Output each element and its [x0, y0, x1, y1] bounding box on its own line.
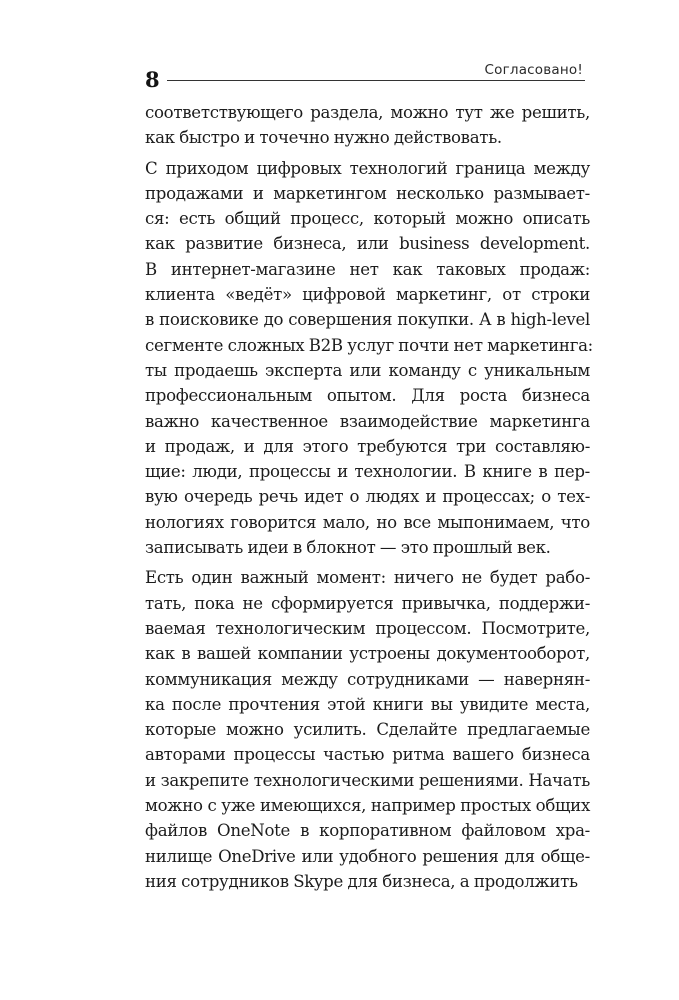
page-number: 8	[145, 67, 160, 92]
text-line: ваемая технологическим процессом. Посмотрите,	[145, 618, 590, 638]
text-line: соответствующего раздела, можно тут же решить,	[145, 103, 590, 122]
text-line: нилище OneDrive или удобного решения для обще-	[145, 846, 590, 866]
text-line: нологиях говорится мало, но все мыпонимаем, что	[145, 512, 590, 532]
text-line: клиента «ведёт» цифровой маркетинг, от строки	[145, 285, 590, 305]
text-line: в поисковике до совершения покупки. А в high-level	[145, 310, 590, 330]
text-line: файлов OneNote в корпоративном файловом хра-	[145, 821, 590, 841]
text-line: и закрепите технологическими решениями. Начать	[145, 770, 590, 790]
text-line: ты продаешь эксперта или команду с уникальным	[145, 360, 590, 380]
paragraph-2	[145, 156, 593, 561]
text-line: профессиональным опытом. Для роста бизнеса	[145, 386, 590, 406]
text-line: как быстро и точечно нужно действовать.	[145, 128, 502, 148]
text-line: записывать идеи в блокнот — это прошлый век.	[145, 538, 551, 558]
text-line: коммуникация между сотрудниками — навернян-	[145, 669, 590, 689]
text-line: авторами процессы частью ритма вашего бизнеса	[145, 745, 590, 765]
text-line: как в вашей компании устроены документооборот,	[145, 644, 590, 664]
text-line: В интернет-магазине нет как таковых продаж:	[145, 259, 590, 279]
text-line: важно качественное взаимодействие маркетинга	[145, 411, 590, 431]
text-line: ка после прочтения этой книги вы увидите места,	[145, 694, 590, 714]
body-text	[145, 100, 593, 894]
text-line: тать, пока не сформируется привычка, поддержи-	[145, 593, 590, 613]
text-line: ся: есть общий процесс, который можно описать	[145, 209, 590, 229]
text-line: которые можно усилить. Сделайте предлагаемые	[145, 720, 590, 740]
text-line: вую очередь речь идет о людях и процессах; о тех-	[145, 487, 590, 507]
paragraph-1	[145, 100, 590, 151]
paragraph-3	[145, 565, 590, 894]
running-head: Согласовано!	[484, 62, 583, 78]
header-rule	[167, 80, 585, 81]
text-line: Есть один важный момент: ничего не будет рабо-	[145, 568, 590, 588]
text-line: ния сотрудников Skype для бизнеса, а продолжить	[145, 871, 578, 891]
text-line: сегменте сложных B2B услуг почти нет маркетинга:	[145, 335, 593, 355]
text-line: щие: люди, процессы и технологии. В книге в пер-	[145, 462, 590, 482]
text-line: С приходом цифровых технологий граница между	[145, 158, 590, 178]
text-line: как развитие бизнеса, или business development.	[145, 234, 590, 254]
text-line: можно с уже имеющихся, например простых общих	[145, 796, 590, 816]
text-line: и продаж, и для этого требуются три составляю-	[145, 436, 590, 456]
text-line: продажами и маркетингом несколько размывает-	[145, 183, 590, 203]
